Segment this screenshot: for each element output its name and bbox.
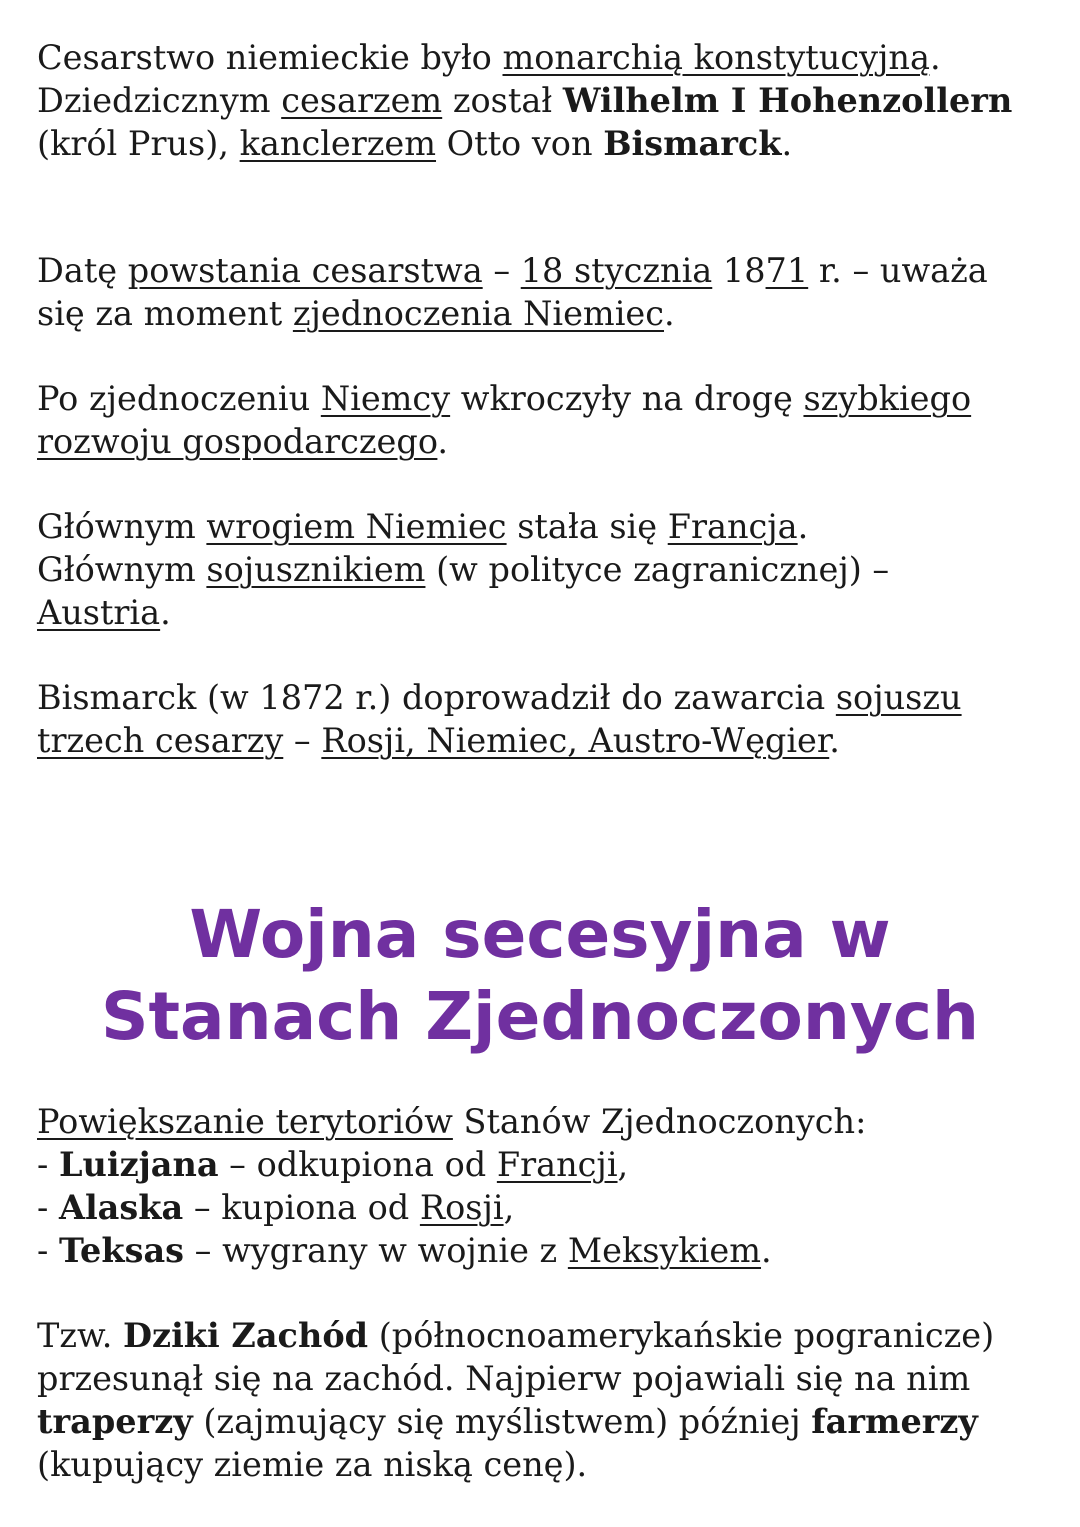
bold-term: Alaska [58,1188,184,1227]
text-line: Tzw. Dziki Zachód (północnoamerykańskie pogranicze) [37,1316,995,1355]
paragraph-three-emperors [37,676,1057,762]
underlined-term: Francja [667,507,798,546]
text-line: Powiększanie terytoriów Stanów Zjednoczonych: [37,1102,867,1141]
underlined-term: wrogiem Niemiec [206,507,507,546]
text-line: (król Prus), kanclerzem Otto von Bismarck. [37,124,793,163]
underlined-term: sojusznikiem [206,550,426,589]
underlined-term: Powiększanie terytoriów [37,1102,453,1141]
text-line: Bismarck (w 1872 r.) doprowadził do zawarcia sojuszu [37,678,962,717]
bold-term: Bismarck [603,124,782,163]
underlined-term: monarchią konstytucyjną [502,38,930,77]
section-heading [37,894,1043,1058]
text-line: Po zjednoczeniu Niemcy wkroczyły na drogę szybkiego [37,379,972,418]
underlined-term: 18 stycznia [520,251,713,290]
underlined-term: Niemcy [320,379,451,418]
text-line: Głównym wrogiem Niemiec stała się Francja. [37,507,809,546]
bold-term: traperzy [37,1402,193,1441]
underlined-term: sojuszu [835,678,962,717]
underlined-term: Francji [496,1145,618,1184]
paragraph-wild-west [37,1314,1057,1486]
text-line: trzech cesarzy – Rosji, Niemiec, Austro-Węgier. [37,721,840,760]
paragraph-empire-date [37,249,1057,335]
text-line: Głównym sojusznikiem (w polityce zagranicznej) – [37,550,890,589]
text-line: rozwoju gospodarczego. [37,422,449,461]
text-line: (kupujący ziemie za niską cenę). [37,1445,588,1484]
text-line: Datę powstania cesarstwa – 18 stycznia 1871 r. – uważa [37,251,988,290]
text-line: Cesarstwo niemieckie było monarchią konstytucyjną. [37,38,941,77]
underlined-term: szybkiego [803,379,972,418]
bold-term: Teksas [58,1231,185,1270]
text-line: Dziedzicznym cesarzem został Wilhelm I Hohenzollern [37,81,1013,120]
document-page [37,36,1057,1484]
heading-line-2: Stanach Zjednoczonych [100,978,980,1055]
underlined-term: cesarzem [281,81,443,120]
underlined-term: Rosji, Niemiec, Austro-Węgier [321,721,830,760]
list-item: - Teksas – wygrany w wojnie z Meksykiem. [37,1231,772,1270]
underlined-term: zjednoczenia Niemiec [292,294,664,333]
underlined-term: Meksykiem [567,1231,762,1270]
heading-line-1: Wojna secesyjna w [189,896,891,973]
text-line: Austria. [37,593,171,632]
underlined-term: trzech cesarzy [37,721,284,760]
bold-term: Luizjana [58,1145,219,1184]
text-line: przesunął się na zachód. Najpierw pojawiali się na nim [37,1359,971,1398]
section-civil-war [37,1100,1057,1486]
text-line: traperzy (zajmujący się myślistwem) później farmerzy [37,1402,978,1441]
list-item: - Alaska – kupiona od Rosji, [37,1188,515,1227]
underlined-term: powstania cesarstwa [127,251,483,290]
paragraph-economic-growth [37,377,1057,463]
bold-term: Dziki Zachód [123,1316,369,1355]
text-line: się za moment zjednoczenia Niemiec. [37,294,675,333]
paragraph-enemy-ally [37,505,1057,634]
underlined-term: Rosji [419,1188,504,1227]
underlined-term: 71 [765,251,809,290]
bold-term: Wilhelm I Hohenzollern [562,81,1013,120]
paragraph-constitution [37,36,1057,165]
underlined-term: kanclerzem [239,124,437,163]
underlined-term: rozwoju gospodarczego [37,422,438,461]
list-item: - Luizjana – odkupiona od Francji, [37,1145,629,1184]
underlined-term: Austria [37,593,161,632]
paragraph-territories [37,1100,1057,1272]
bold-term: farmerzy [811,1402,978,1441]
